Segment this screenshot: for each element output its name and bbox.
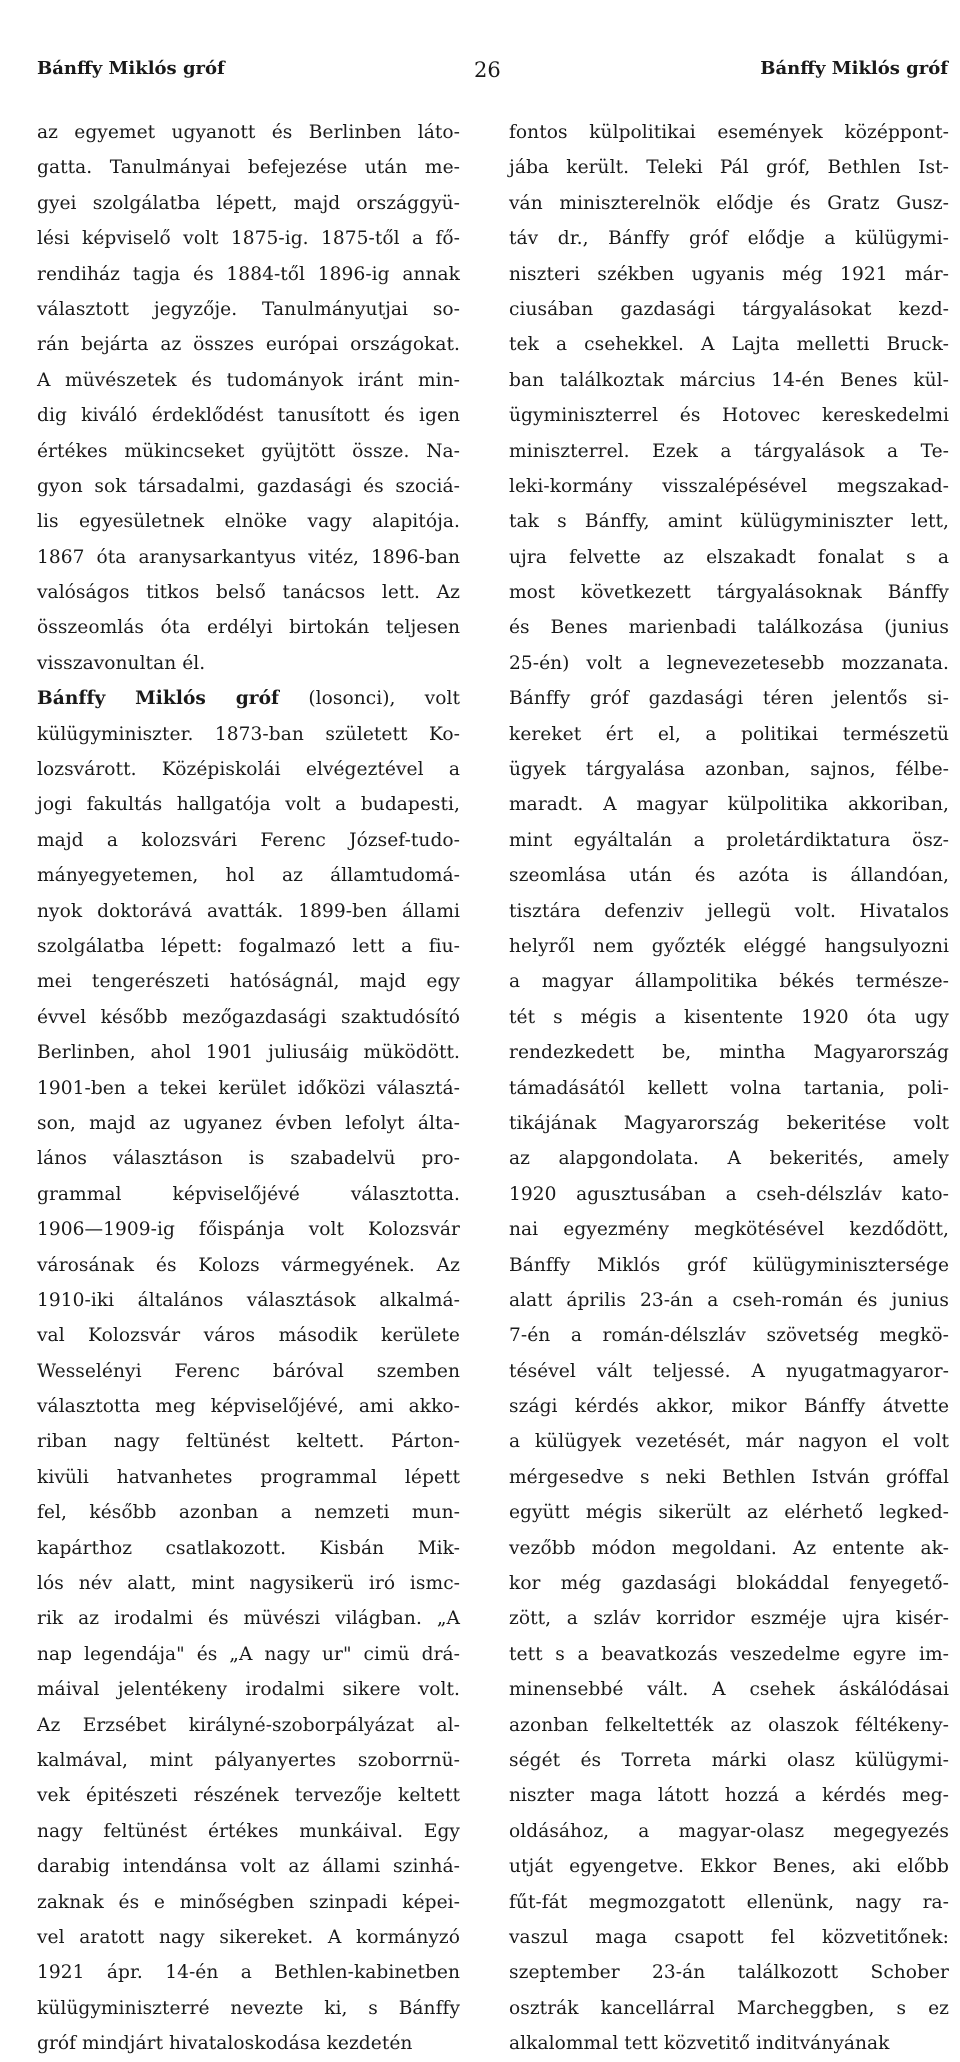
text-line: lis egyesületnek elnöke vagy alapitója. [37, 511, 460, 533]
running-head-right: Bánffy Miklós gróf [760, 58, 948, 79]
text-line: támadásától kellett volna tartania, poli- [509, 1077, 949, 1099]
text-line: kapárthoz csatlakozott. Kisbán Mik- [37, 1537, 460, 1559]
text-line: ván miniszterelnök elődje és Gratz Gusz- [509, 192, 949, 214]
text-line: 1921 ápr. 14-én a Bethlen-kabinetben [37, 1962, 460, 1984]
text-line: mérgesedve s neki Bethlen István gróffal [509, 1466, 949, 1488]
text-line: összeomlás óta erdélyi birtokán teljesen [37, 617, 460, 639]
text-line: A müvészetek és tudományok iránt min- [37, 369, 460, 391]
text-line: választott jegyzője. Tanulmányutjai so- [37, 298, 460, 320]
text-line: gatta. Tanulmányai befejezése után me- [37, 157, 460, 179]
text-line: rendezkedett be, mintha Magyarország [509, 1042, 949, 1064]
text-line: visszavonultan él. [37, 652, 206, 674]
text-line: külügyminiszterré nevezte ki, s Bánffy [37, 1997, 460, 2019]
text-line: zött, a szláv korridor eszméje ujra kisér- [509, 1608, 949, 1630]
text-line: jogi fakultás hallgatója volt a budapesti, [37, 794, 460, 816]
text-line: kalmával, mint pályanyertes szoborrnü- [37, 1749, 460, 1771]
page-header [0, 58, 960, 88]
text-line: vezőbb módon megoldani. Az entente ak- [509, 1537, 949, 1559]
text-line: jába került. Teleki Pál gróf, Bethlen Ist- [509, 157, 949, 179]
text-line: kivüli hatvanhetes programmal lépett [37, 1466, 460, 1488]
text-line: szeomlása után és azóta is állandóan, [509, 865, 949, 887]
text-line: fontos külpolitikai események középpont- [509, 122, 949, 143]
text-line: szági kérdés akkor, mikor Bánffy átvette [509, 1396, 949, 1418]
text-line: szolgálatba lépett: fogalmazó lett a fiu- [37, 935, 460, 957]
text-line: városának és Kolozs vármegyének. Az [37, 1254, 460, 1276]
text-line: ujra felvette az elszakadt fonalat s a [509, 546, 949, 568]
text-line: mint egyáltalán a proletárdiktatura ösz- [509, 829, 949, 851]
text-line: rendiház tagja és 1884-től 1896-ig annak [37, 263, 460, 285]
running-head-left: Bánffy Miklós gróf [37, 58, 225, 79]
text-line: 1920 agusztusában a cseh-délszláv kato- [509, 1183, 949, 1205]
text-line: lós név alatt, mint nagysikerü iró ismc- [37, 1573, 460, 1595]
text-line: niszteri székben ugyanis még 1921 már- [509, 263, 949, 285]
text-line: gyon sok társadalmi, gazdasági és szociá- [37, 475, 460, 497]
text-line: leki-kormány visszalépésével megszakad- [509, 475, 949, 497]
text-line: grammal képviselőjévé választotta. [37, 1183, 460, 1205]
text-line: mányegyetemen, hol az államtudomá- [37, 865, 460, 887]
text-line: évvel később mezőgazdasági szaktudósító [37, 1006, 460, 1028]
text-line: oldásához, a magyar-olasz megegyezés [509, 1820, 949, 1842]
text-line: tésével vált teljessé. A nyugatmagyaror- [509, 1360, 949, 1382]
text-line: vek épitészeti részének tervezője keltett [37, 1785, 460, 1807]
text-line: tek a csehekkel. A Lajta melletti Bruck- [509, 334, 949, 356]
text-line: máival jelentékeny irodalmi sikere volt. [37, 1679, 460, 1701]
text-line: helyről nem győzték eléggé hangsulyozni [509, 935, 949, 957]
text-line: tét s mégis a kisentente 1920 óta ugy [509, 1006, 949, 1028]
text-line: Bánffy Miklós gróf külügyminisztersége [509, 1254, 949, 1276]
text-line: választotta meg képviselőjévé, ami akko- [37, 1396, 460, 1418]
text-line: Wesselényi Ferenc báróval szemben [37, 1360, 460, 1382]
text-line: miniszterrel. Ezek a tárgyalások a Te- [509, 440, 949, 462]
text-line: nap legendája" és „A nagy ur" cimü drá- [37, 1643, 460, 1665]
page-number: 26 [474, 58, 501, 82]
text-line: fűt-fát megmozgatott ellenünk, nagy ra- [509, 1891, 949, 1913]
text-line: alkalommal tett közvetitő inditványának [509, 2033, 890, 2055]
text-line: Az Erzsébet királyné-szoborpályázat al- [37, 1714, 460, 1736]
text-line: darabig intendánsa volt az állami szinhá- [37, 1856, 460, 1878]
text-line: 1901-ben a tekei kerület időközi választá- [37, 1077, 460, 1099]
text-line: együtt mégis sikerült az elérhető legked- [509, 1502, 949, 1524]
text-line: szeptember 23-án találkozott Schober [509, 1962, 949, 1984]
text-line: gróf mindjárt hivataloskodása kezdetén [37, 2033, 413, 2055]
text-line: Berlinben, ahol 1901 juliusáig müködött. [37, 1042, 460, 1064]
text-line: mei tengerészeti hatóságnál, majd egy [37, 971, 460, 993]
text-line: dig kiváló érdeklődést tanusított és igen [37, 405, 460, 427]
text-line: értékes mükincseket gyüjtött össze. Na- [37, 440, 460, 462]
text-line: lános választáson is szabadelvü pro- [37, 1148, 460, 1170]
text-line: kor még gazdasági blokáddal fenyegető- [509, 1573, 949, 1595]
text-line: 25-én) volt a legnevezetesebb mozzanata. [509, 652, 949, 674]
text-line: ügyminiszterrel és Hotovec kereskedelmi [509, 405, 949, 427]
text-line: gyei szolgálatba lépett, majd országgyü- [37, 192, 460, 214]
text-line: vel aratott nagy sikereket. A kormányzó [37, 1926, 460, 1948]
text-line: 7-én a román-délszláv szövetség megkö- [509, 1325, 949, 1347]
text-line: azonban felkeltették az olaszok féltékeny- [509, 1714, 949, 1736]
text-line: val Kolozsvár város második kerülete [37, 1325, 460, 1347]
text-line: riban nagy feltünést keltett. Párton- [37, 1431, 460, 1453]
text-line: tikájának Magyarország bekeritése volt [509, 1112, 949, 1134]
text-line: 1906—1909-ig főispánja volt Kolozsvár [37, 1219, 460, 1241]
text-line: nai egyezmény megkötésével kezdődött, [509, 1219, 949, 1241]
text-line: fel, később azonban a nemzeti mun- [37, 1502, 460, 1524]
text-line: 1910-iki általános választások alkalmá- [37, 1289, 460, 1311]
text-line: tak s Bánffy, amint külügyminiszter lett, [509, 511, 949, 533]
text-line: niszter maga látott hozzá a kérdés meg- [509, 1785, 949, 1807]
text-line: ban találkoztak március 14-én Benes kül- [509, 369, 949, 391]
text-line: kereket ért el, a politikai természetü [509, 723, 949, 745]
text-line: vaszul maga csapott fel közvetitőnek: [509, 1926, 949, 1948]
text-line: most következett tárgyalásoknak Bánffy [509, 582, 949, 604]
text-line: lozsvárott. Középiskolái elvégeztével a [37, 759, 460, 781]
text-line: rán bejárta az összes európai országokat. [37, 334, 460, 356]
text-line: maradt. A magyar külpolitika akkoriban, [509, 794, 949, 816]
text-line: ciusában gazdasági tárgyalásokat kezd- [509, 298, 949, 320]
text-line: a külügyek vezetését, már nagyon el volt [509, 1431, 949, 1453]
text-line: majd a kolozsvári Ferenc József-tudo- [37, 829, 460, 851]
left-text-column [37, 115, 460, 2061]
text-line: rik az irodalmi és müvészi világban. „A [37, 1608, 460, 1630]
text-line: Bánffy Miklós gróf (losonci), volt [37, 688, 460, 710]
text-line: a magyar állampolitika békés természe- [509, 971, 949, 993]
text-line: Bánffy gróf gazdasági téren jelentős si- [509, 688, 949, 710]
text-line: lési képviselő volt 1875-ig. 1875-től a fő- [37, 228, 460, 250]
text-line: valóságos titkos belső tanácsos lett. Az [37, 582, 460, 604]
text-line: minensebbé vált. A csehek áskálódásai [509, 1679, 949, 1701]
text-line: külügyminiszter. 1873-ban született Ko- [37, 723, 460, 745]
text-line: és Benes marienbadi találkozása (junius [509, 617, 949, 639]
text-line: az alapgondolata. A bekerités, amely [509, 1148, 949, 1170]
text-line: son, majd az ugyanez évben lefolyt álta- [37, 1112, 460, 1134]
text-line: táv dr., Bánffy gróf elődje a külügymi- [509, 228, 949, 250]
text-line: ügyek tárgyalása azonban, sajnos, félbe- [509, 759, 949, 781]
text-line: 1867 óta aranysarkantyus vitéz, 1896-ban [37, 546, 460, 568]
text-line: tett s a beavatkozás veszedelme egyre im- [509, 1643, 949, 1665]
text-line: zaknak és e minőségben szinpadi képei- [37, 1891, 460, 1913]
text-line: osztrák kancellárral Marcheggben, s ez [509, 1997, 949, 2019]
text-line: tisztára defenziv jellegü volt. Hivatalos [509, 900, 949, 922]
right-text-column [509, 115, 949, 2061]
text-line: nyok doktorává avatták. 1899-ben állami [37, 900, 460, 922]
text-line: alatt április 23-án a cseh-román és junius [509, 1289, 949, 1311]
text-line: utját egyengetve. Ekkor Benes, aki előbb [509, 1856, 949, 1878]
text-line: ségét és Torreta márki olasz külügymi- [509, 1749, 949, 1771]
text-line: az egyemet ugyanott és Berlinben láto- [37, 122, 460, 143]
text-line: nagy feltünést értékes munkáival. Egy [37, 1820, 460, 1842]
